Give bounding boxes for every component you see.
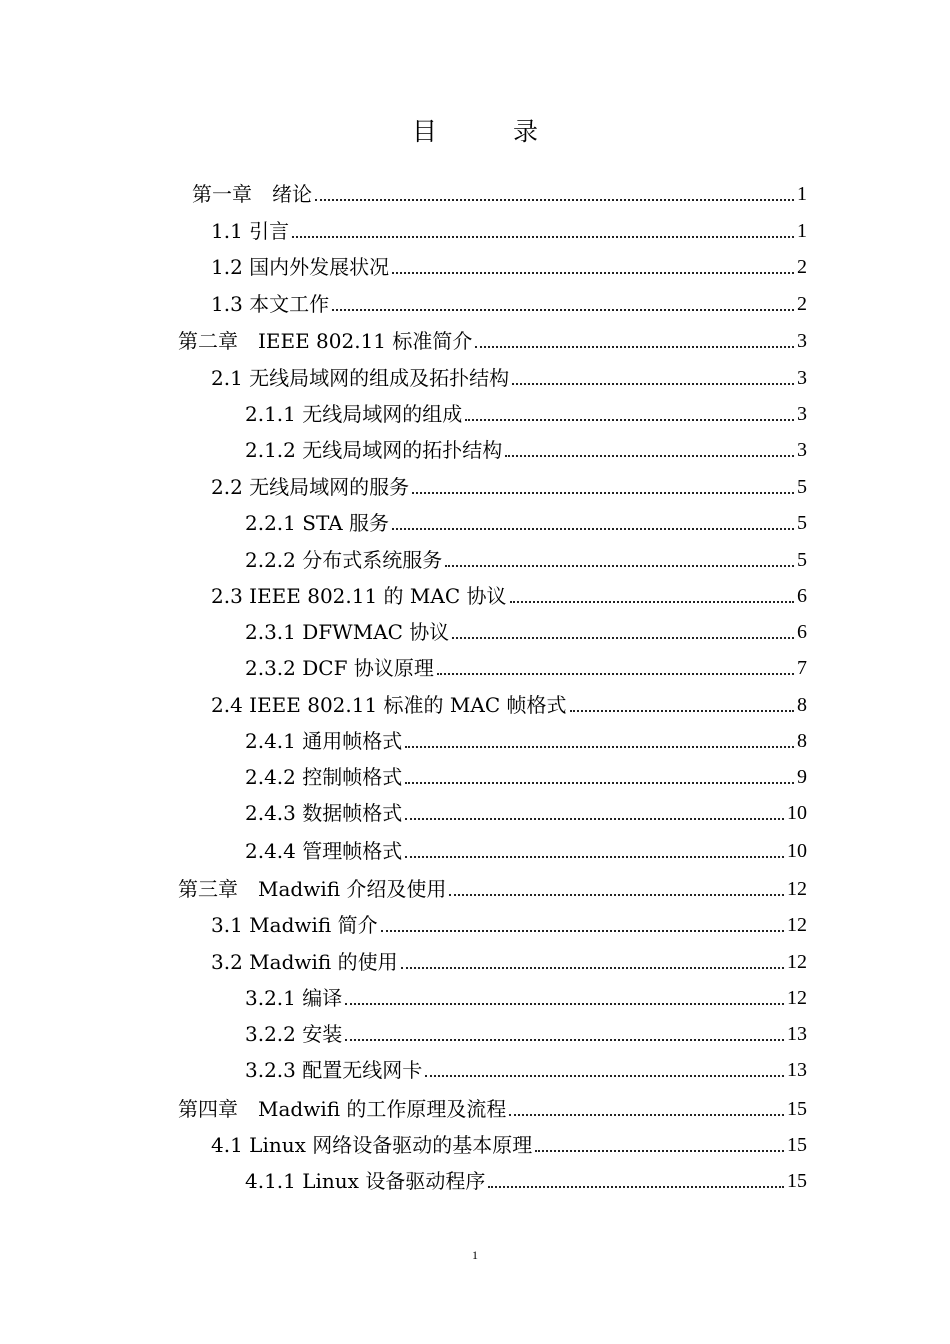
- toc-page-number: 5: [797, 512, 807, 534]
- toc-leader: [505, 455, 794, 457]
- toc-leader: [405, 782, 794, 784]
- toc-leader: [392, 272, 794, 274]
- toc-entry[interactable]: [245, 392, 807, 428]
- toc-page-number: 1: [797, 220, 807, 242]
- toc-entry-label: 第三章 Madwifi 介绍及使用: [178, 877, 447, 901]
- toc-entry[interactable]: [245, 501, 807, 537]
- toc-entry[interactable]: [211, 356, 807, 392]
- toc-leader: [425, 1075, 784, 1077]
- toc-leader: [315, 199, 794, 201]
- toc-page-number: 5: [797, 549, 807, 571]
- toc-entry-label: 第四章 Madwifi 的工作原理及流程: [178, 1097, 507, 1121]
- toc-page-number: 6: [797, 585, 807, 607]
- toc-entry-label: 第二章 IEEE 802.11 标准简介: [178, 329, 473, 353]
- toc-entry[interactable]: [245, 976, 807, 1012]
- toc-leader: [401, 967, 784, 969]
- toc-entry[interactable]: [211, 245, 807, 281]
- toc-entry-label: 2.2 无线局域网的服务: [211, 475, 410, 499]
- toc-entry[interactable]: [211, 209, 807, 245]
- toc-entry-label: 1.1 引言: [211, 219, 290, 243]
- toc-leader: [512, 383, 794, 385]
- toc-leader: [405, 746, 794, 748]
- toc-entry-label: 2.2.1 STA 服务: [245, 511, 389, 535]
- toc-page-number: 13: [787, 1059, 807, 1081]
- toc-entry[interactable]: [245, 829, 807, 865]
- toc-entry[interactable]: [245, 755, 807, 791]
- toc-entry-label: 2.3 IEEE 802.11 的 MAC 协议: [211, 584, 507, 608]
- toc-page-number: 12: [787, 951, 807, 973]
- toc-entry-label: 2.2.2 分布式系统服务: [245, 548, 443, 572]
- toc-page-number: 3: [797, 439, 807, 461]
- toc-entry[interactable]: [178, 319, 807, 355]
- toc-entry[interactable]: [178, 867, 807, 903]
- toc-page-number: 8: [797, 694, 807, 716]
- toc-leader: [392, 528, 794, 530]
- toc-entry-label: 2.4.4 管理帧格式: [245, 839, 403, 863]
- toc-page-number: 2: [797, 256, 807, 278]
- toc-leader: [412, 492, 794, 494]
- toc-leader: [449, 894, 784, 896]
- toc-entry[interactable]: [211, 903, 807, 939]
- toc-entry[interactable]: [245, 1012, 807, 1048]
- toc-page-number: 7: [797, 657, 807, 679]
- page-title: 目 录: [412, 117, 572, 146]
- toc-page-number: 3: [797, 330, 807, 352]
- toc-entry[interactable]: [245, 538, 807, 574]
- toc-leader: [452, 637, 794, 639]
- toc-page-number: 10: [787, 802, 807, 824]
- toc-page-number: 1: [797, 183, 807, 205]
- toc-leader: [488, 1186, 784, 1188]
- toc-page-number: 15: [787, 1134, 807, 1156]
- toc-leader: [381, 930, 784, 932]
- toc-entry-label: 3.2.1 编译: [245, 986, 343, 1010]
- toc-page-number: 12: [787, 878, 807, 900]
- page-number: 1: [472, 1248, 478, 1262]
- toc-leader: [405, 818, 784, 820]
- toc-page-number: 6: [797, 621, 807, 643]
- toc-entry[interactable]: [211, 683, 807, 719]
- toc-leader: [570, 710, 795, 712]
- toc-entry-label: 1.2 国内外发展状况: [211, 255, 390, 279]
- toc-entry-label: 1.3 本文工作: [211, 292, 330, 316]
- toc-entry[interactable]: [245, 610, 807, 646]
- toc-entry[interactable]: [245, 428, 807, 464]
- toc-leader: [437, 673, 794, 675]
- toc-entry[interactable]: [211, 1123, 807, 1159]
- toc-entry-label: 2.1.1 无线局域网的组成: [245, 402, 463, 426]
- toc-entry[interactable]: [192, 172, 807, 208]
- toc-page-number: 13: [787, 1023, 807, 1045]
- toc-entry[interactable]: [245, 719, 807, 755]
- toc-entry[interactable]: [211, 574, 807, 610]
- toc-entry-label: 2.4 IEEE 802.11 标准的 MAC 帧格式: [211, 693, 567, 717]
- toc-page-number: 3: [797, 367, 807, 389]
- toc-entry[interactable]: [211, 940, 807, 976]
- toc-entry-label: 3.1 Madwifi 简介: [211, 913, 378, 937]
- table-of-contents: [0, 172, 950, 1202]
- toc-leader: [332, 309, 794, 311]
- toc-page-number: 12: [787, 987, 807, 1009]
- toc-entry-label: 2.1 无线局域网的组成及拓扑结构: [211, 366, 510, 390]
- toc-entry-label: 2.3.2 DCF 协议原理: [245, 656, 434, 680]
- toc-leader: [475, 346, 794, 348]
- toc-leader: [510, 601, 795, 603]
- toc-entry-label: 2.4.1 通用帧格式: [245, 729, 403, 753]
- toc-entry-label: 第一章 绪论: [192, 182, 312, 206]
- toc-entry-label: 4.1.1 Linux 设备驱动程序: [245, 1169, 486, 1193]
- toc-page-number: 9: [797, 766, 807, 788]
- toc-page-number: 8: [797, 730, 807, 752]
- toc-entry-label: 2.4.3 数据帧格式: [245, 801, 403, 825]
- toc-entry[interactable]: [245, 791, 807, 827]
- toc-entry-label: 2.4.2 控制帧格式: [245, 765, 403, 789]
- toc-leader: [345, 1039, 784, 1041]
- toc-leader: [405, 856, 784, 858]
- toc-leader: [509, 1114, 784, 1116]
- toc-entry-label: 3.2.2 安装: [245, 1022, 343, 1046]
- toc-page-number: 10: [787, 840, 807, 862]
- toc-entry-label: 2.1.2 无线局域网的拓扑结构: [245, 438, 503, 462]
- toc-entry[interactable]: [245, 1048, 807, 1084]
- toc-entry-label: 4.1 Linux 网络设备驱动的基本原理: [211, 1133, 533, 1157]
- toc-entry[interactable]: [245, 1159, 807, 1195]
- toc-page-number: 15: [787, 1098, 807, 1120]
- toc-entry[interactable]: [211, 465, 807, 501]
- toc-leader: [292, 236, 794, 238]
- toc-page-number: 12: [787, 914, 807, 936]
- toc-entry[interactable]: [245, 646, 807, 682]
- toc-entry-label: 3.2 Madwifi 的使用: [211, 950, 398, 974]
- toc-page-number: 5: [797, 476, 807, 498]
- toc-leader: [445, 565, 794, 567]
- toc-leader: [345, 1003, 784, 1005]
- toc-entry[interactable]: [178, 1087, 807, 1123]
- toc-entry-label: 2.3.1 DFWMAC 协议: [245, 620, 450, 644]
- toc-leader: [465, 419, 794, 421]
- toc-page-number: 15: [787, 1170, 807, 1192]
- toc-entry-label: 3.2.3 配置无线网卡: [245, 1058, 423, 1082]
- toc-entry[interactable]: [211, 282, 807, 318]
- toc-leader: [535, 1150, 784, 1152]
- toc-page-number: 2: [797, 293, 807, 315]
- toc-page-number: 3: [797, 403, 807, 425]
